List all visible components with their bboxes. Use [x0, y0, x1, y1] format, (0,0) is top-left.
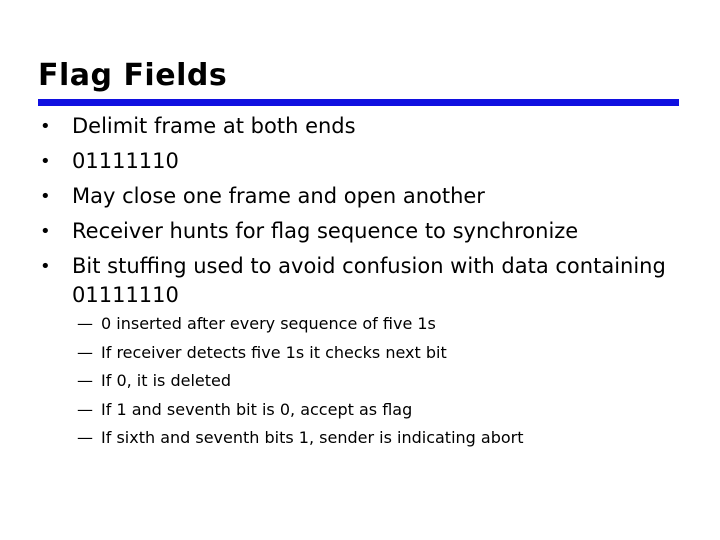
- sub-bullet-marker: —: [77, 342, 93, 362]
- sub-bullet-item: [77, 399, 524, 420]
- bullet-marker: •: [40, 116, 51, 137]
- sub-bullet-text: 0 inserted after every sequence of five 1s: [101, 314, 436, 333]
- bullet-marker: •: [40, 186, 51, 207]
- bullet-marker: •: [40, 151, 51, 172]
- bullet-item: [40, 217, 680, 246]
- bullet-text: Receiver hunts for flag sequence to synchronize: [72, 219, 579, 243]
- bullet-marker: •: [40, 256, 51, 277]
- sub-bullet-text: If sixth and seventh bits 1, sender is indicating abort: [101, 428, 524, 447]
- bullet-text: Delimit frame at both ends: [72, 114, 356, 138]
- sub-bullet-marker: —: [77, 371, 93, 390]
- bullet-text: 01111110: [72, 149, 179, 173]
- bullet-item: [40, 182, 680, 211]
- sub-bullet-list: [77, 313, 524, 456]
- sub-bullet-marker: —: [77, 428, 93, 447]
- sub-bullet-text: If 0, it is deleted: [101, 371, 232, 390]
- sub-bullet-text: If receiver detects five 1s it checks next bit: [101, 342, 447, 362]
- bullet-text: May close one frame and open another: [72, 184, 485, 208]
- sub-bullet-marker: —: [77, 399, 93, 419]
- bullet-marker: •: [40, 221, 51, 242]
- sub-bullet-item: [77, 427, 524, 448]
- sub-bullet-item: [77, 342, 524, 363]
- title-underline-rule: [38, 99, 679, 106]
- sub-bullet-item: [77, 370, 524, 391]
- bullet-item: [40, 147, 680, 176]
- bullet-item: [40, 112, 680, 141]
- sub-bullet-item: [77, 313, 524, 334]
- bullet-text: Bit stuffing used to avoid confusion with data containing 01111110: [72, 254, 666, 307]
- bullet-list: [40, 112, 680, 316]
- sub-bullet-marker: —: [77, 314, 93, 333]
- sub-bullet-text: If 1 and seventh bit is 0, accept as flag: [101, 399, 413, 419]
- bullet-item: [40, 252, 680, 310]
- slide-title: Flag Fields: [38, 58, 228, 93]
